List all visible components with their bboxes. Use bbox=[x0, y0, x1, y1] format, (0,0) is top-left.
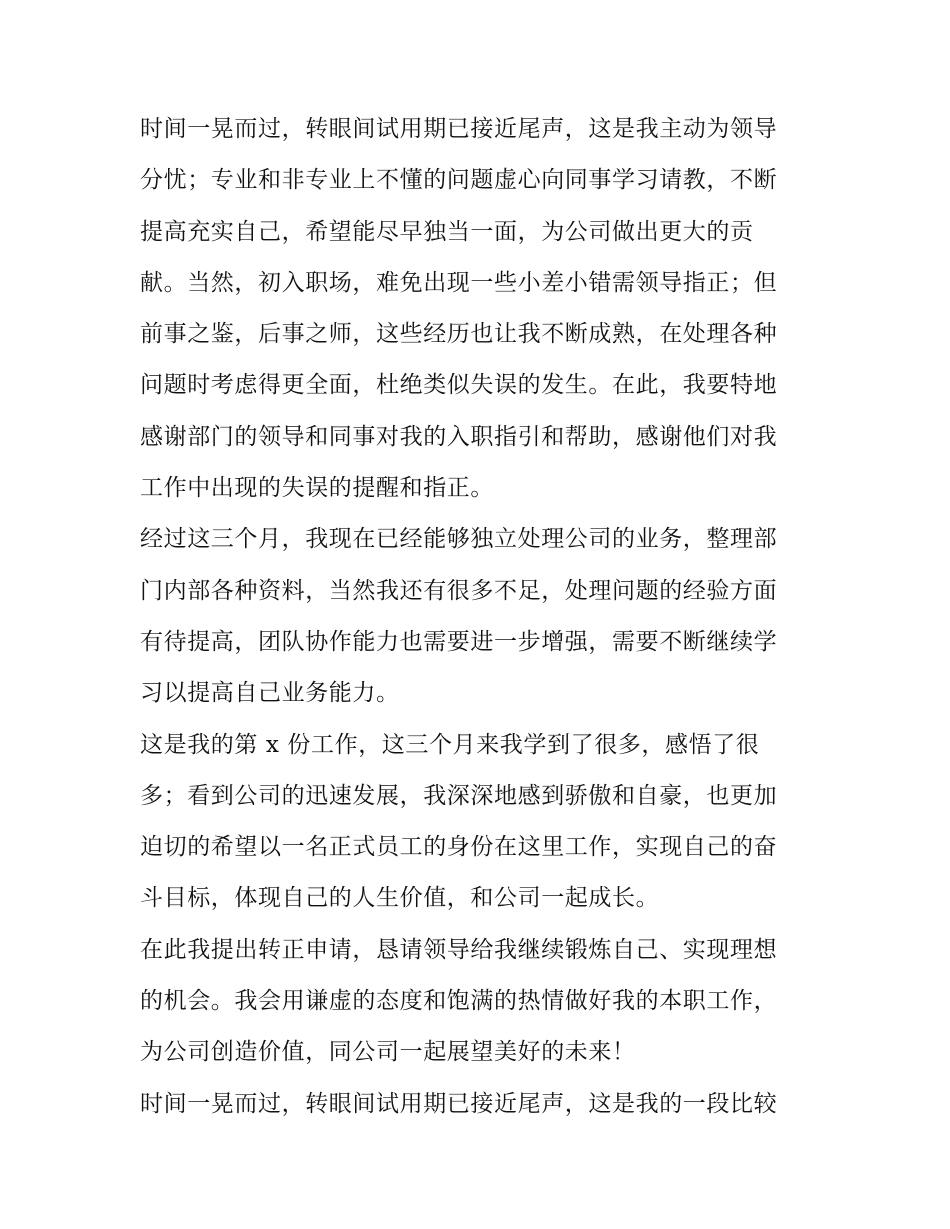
text-line: 献。当然，初入职场，难免出现一些小差小错需领导指正；但 bbox=[140, 269, 778, 296]
text-line: 感谢部门的领导和同事对我的入职指引和帮助，感谢他们对我 bbox=[140, 423, 778, 450]
text-line: 经过这三个月，我现在已经能够独立处理公司的业务，整理部 bbox=[140, 526, 778, 553]
text-line: 门内部各种资料，当然我还有很多不足，处理问题的经验方面 bbox=[140, 577, 778, 604]
text-line: 多；看到公司的迅速发展，我深深地感到骄傲和自豪，也更加 bbox=[140, 782, 778, 809]
text-line: 在此我提出转正申请，恳请领导给我继续锻炼自己、实现理想 bbox=[140, 936, 778, 963]
text-line: 的机会。我会用谦虚的态度和饱满的热情做好我的本职工作， bbox=[140, 988, 778, 1015]
text-line: 问题时考虑得更全面，杜绝类似失误的发生。在此，我要特地 bbox=[140, 372, 778, 399]
text-line: 这是我的第 x 份工作，这三个月来我学到了很多，感悟了很 bbox=[140, 731, 760, 758]
text-line: 斗目标，体现自己的人生价值，和公司一起成长。 bbox=[140, 885, 660, 912]
text-line: 分忧；专业和非专业上不懂的问题虚心向同事学习请教，不断 bbox=[140, 167, 778, 194]
document-body bbox=[140, 104, 820, 1130]
text-line: 时间一晃而过，转眼间试用期已接近尾声，这是我的一段比较 bbox=[140, 1090, 778, 1117]
text-line: 有待提高，团队协作能力也需要进一步增强，需要不断继续学 bbox=[140, 628, 778, 655]
text-line: 为公司创造价值，同公司一起展望美好的未来！ bbox=[140, 1039, 636, 1066]
text-line: 习以提高自己业务能力。 bbox=[140, 680, 400, 707]
text-line: 提高充实自己，希望能尽早独当一面，为公司做出更大的贡 bbox=[140, 218, 754, 245]
text-line: 工作中出现的失误的提醒和指正。 bbox=[140, 475, 494, 502]
text-line: 时间一晃而过，转眼间试用期已接近尾声，这是我主动为领导 bbox=[140, 116, 778, 142]
text-line: 迫切的希望以一名正式员工的身份在这里工作，实现自己的奋 bbox=[140, 834, 778, 861]
text-line: 前事之鉴，后事之师，这些经历也让我不断成熟，在处理各种 bbox=[140, 321, 778, 348]
